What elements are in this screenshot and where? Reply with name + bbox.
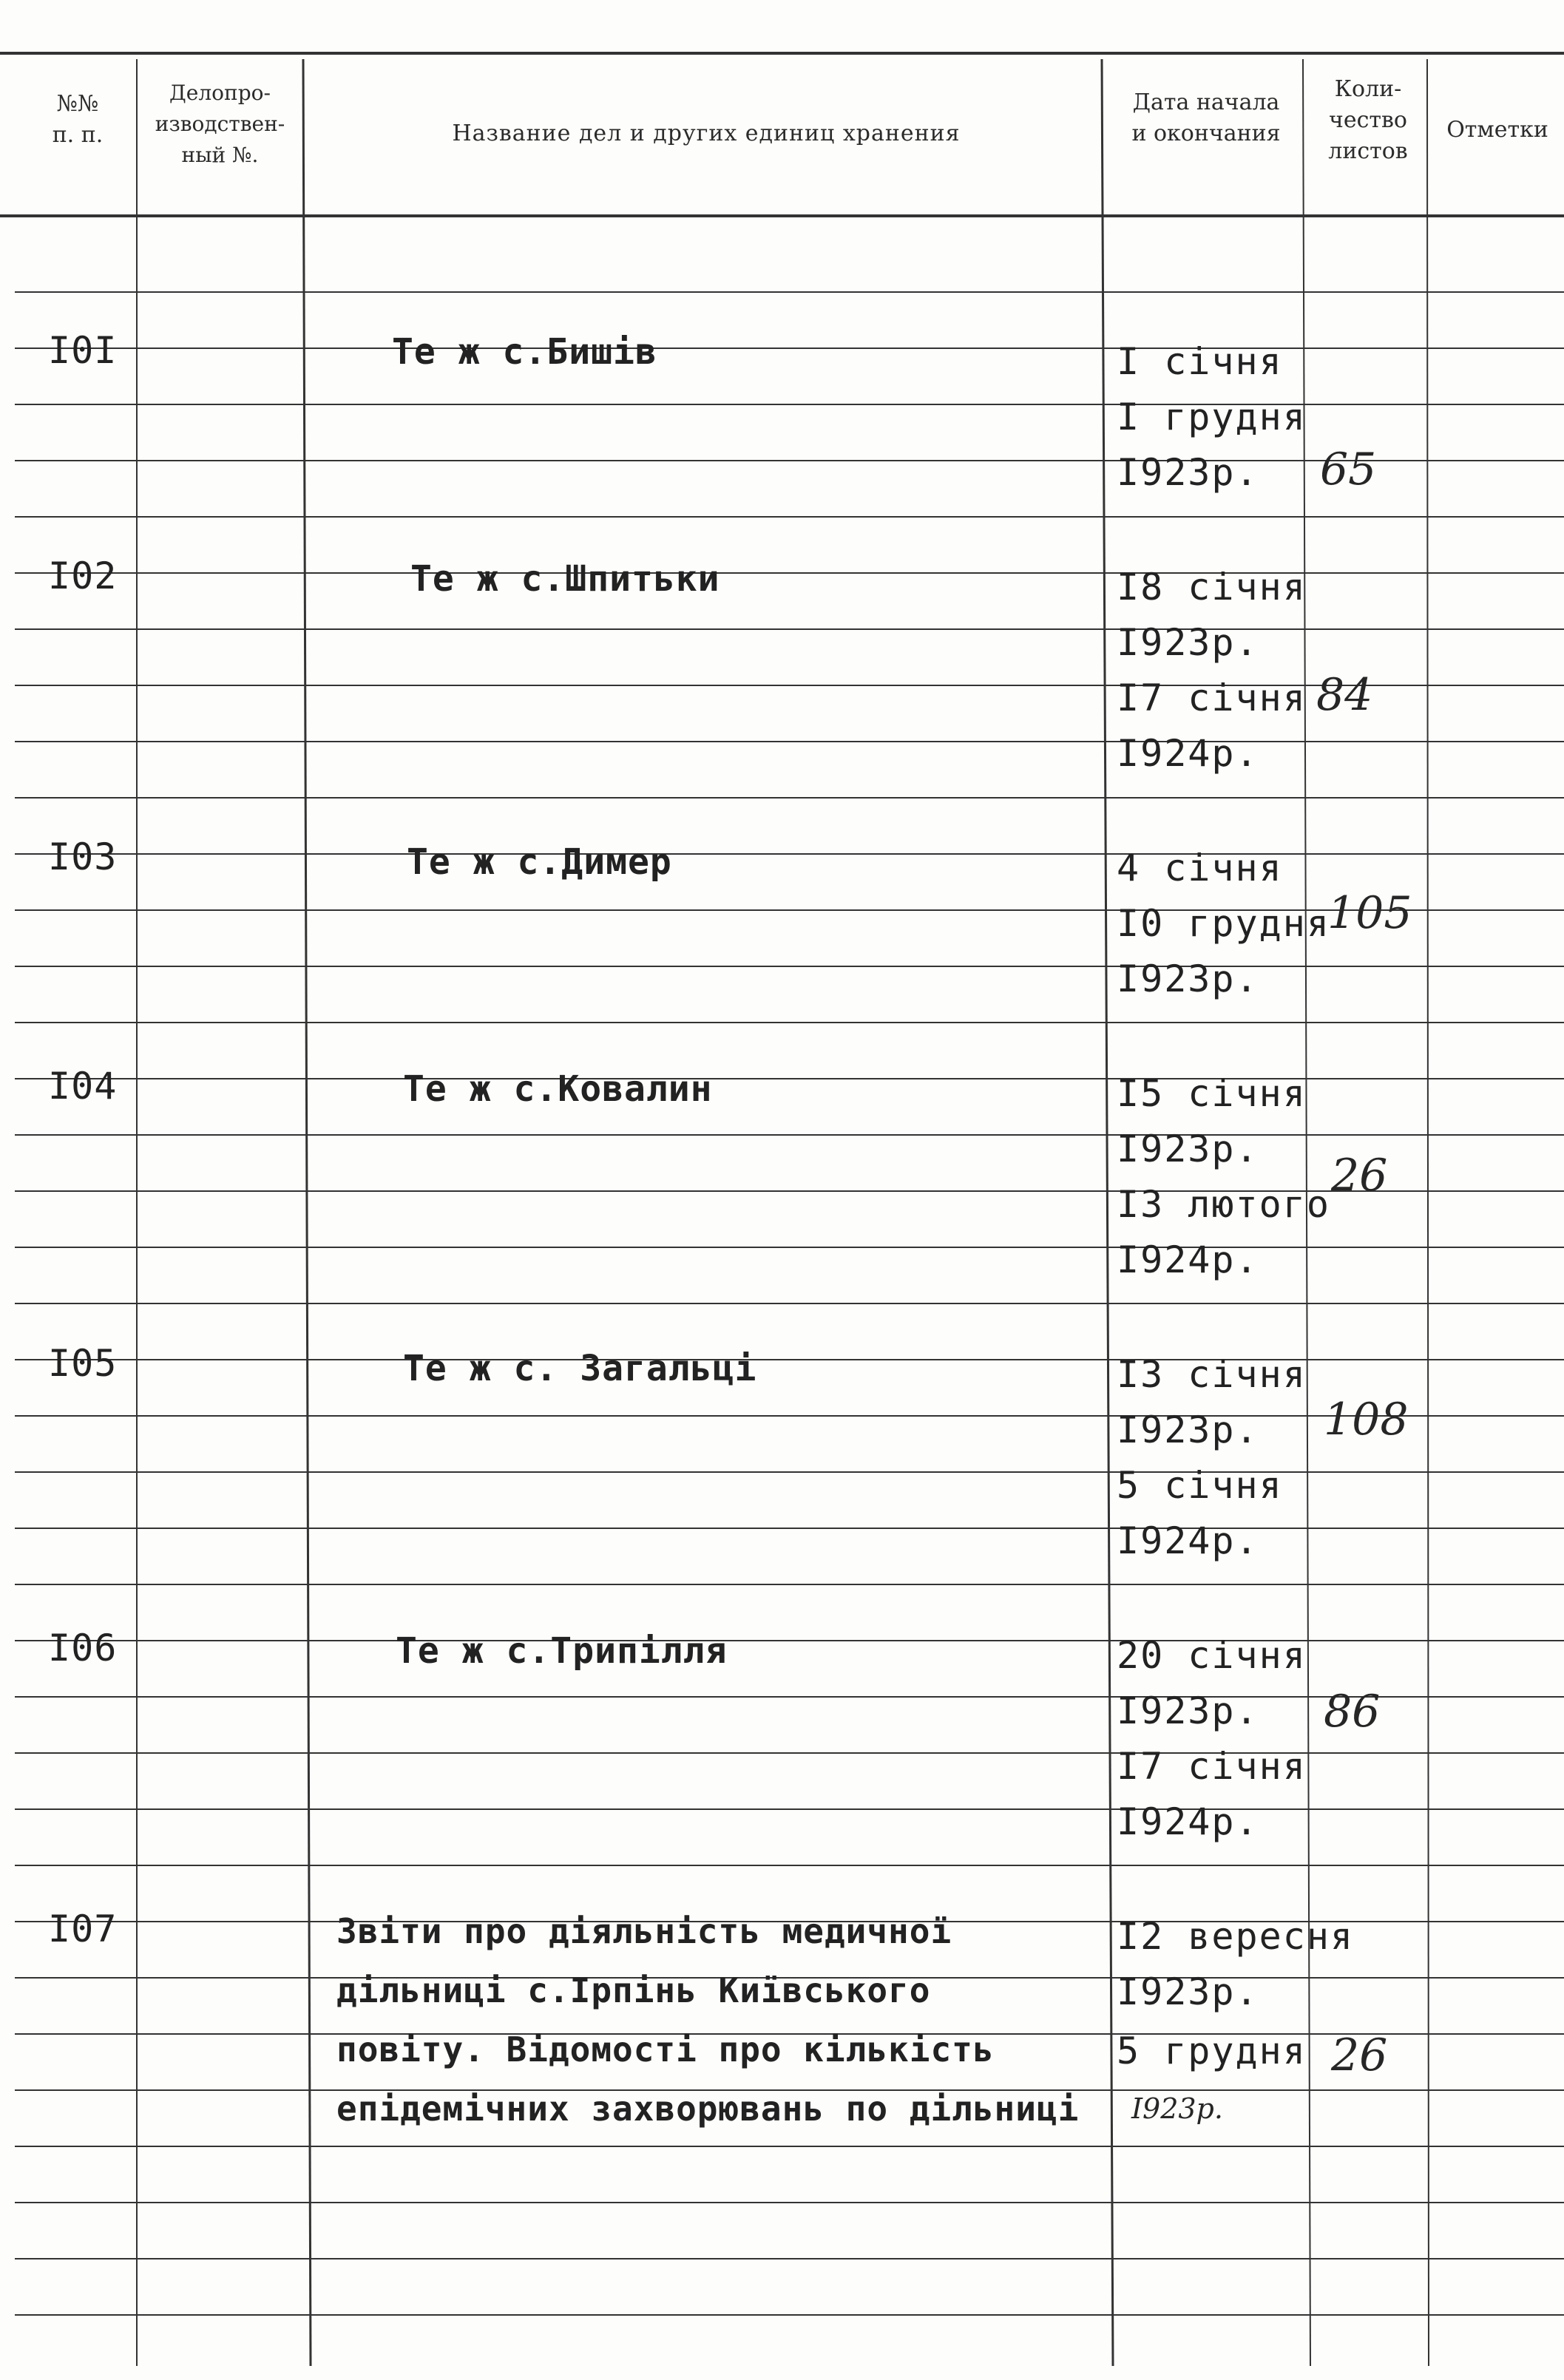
sheet-count: 26 [1331,2030,1388,2081]
row-date-line: I923р. [1117,1408,1259,1451]
sheet-count: 86 [1324,1686,1381,1737]
row-date-line: I923р. [1117,1689,1259,1732]
sheet-count: 65 [1320,444,1377,495]
row-number: I04 [48,1065,118,1108]
row-date-line: I923р. [1117,621,1259,664]
row-date-line: I січня [1117,340,1283,383]
row-date-line: I923р. [1117,451,1259,494]
header-dates: Дата начала и окончания [1131,89,1281,146]
sheet-count: 26 [1331,1150,1388,1201]
row-date-line: I3 січня [1117,1353,1307,1396]
row-date-line: I грудня [1117,396,1307,438]
row-title: Те ж с. Загальці [403,1348,757,1389]
row-date-line: I924р. [1117,1800,1259,1843]
header-office-number: Делопро- изводствен- ный №. [155,81,285,167]
row-date-line: I0 грудня [1117,902,1330,945]
row-date-line: I924р. [1117,1238,1259,1281]
row-number: I02 [48,555,118,597]
row-date-line: I3 лютого [1117,1183,1330,1226]
row-date-line: I2 вересня [1117,1915,1355,1958]
row-title: Те ж с.Трипілля [396,1630,728,1672]
row-date-line: I923р. [1117,1128,1259,1170]
row-date-line: I923р. [1117,1970,1259,2013]
row-date-line: I924р. [1117,732,1259,775]
header-number: №№ п. п. [52,91,104,148]
row-title: Те ж с.Ковалин [403,1068,713,1110]
sheet-count: 84 [1316,669,1373,721]
row-number: I05 [48,1342,118,1385]
row-date-line: I5 січня [1117,1072,1307,1115]
row-number: I03 [48,835,118,878]
row-title: Те ж с.Шпитьки [410,558,720,600]
row-number: I0I [48,329,118,372]
sheet-count: 108 [1324,1394,1409,1445]
row-number: I06 [48,1627,118,1669]
row-date-line: I7 січня [1117,677,1307,719]
header-sheets: Коли- чество листов [1328,76,1408,164]
row-date-line: 20 січня [1117,1634,1307,1677]
row-date-line: I8 січня [1117,566,1307,608]
row-date-line: 5 грудня [1117,2030,1307,2072]
row-date-line: I924р. [1117,1519,1259,1562]
header-title: Название дел и других единиц хранения [452,121,961,146]
row-date-line: I7 січня [1117,1745,1307,1788]
row-date-line-handwritten: I923р. [1131,2092,1223,2125]
row-title: Те ж с.Димер [407,841,672,883]
row-date-line: I923р. [1117,957,1259,1000]
row-date-line: 5 січня [1117,1464,1283,1507]
row-number: I07 [48,1908,118,1950]
row-title-description: Звіти про діяльність медичної дільниці с.Ірпінь Київського повіту. Відомості про кількість епідемічних захворювань по дільниці [336,1911,1080,2129]
header-notes: Отметки [1446,117,1548,143]
sheet-count: 105 [1327,887,1412,939]
row-date-line: 4 січня [1117,847,1283,889]
row-title: Те ж с.Бишів [392,331,657,373]
